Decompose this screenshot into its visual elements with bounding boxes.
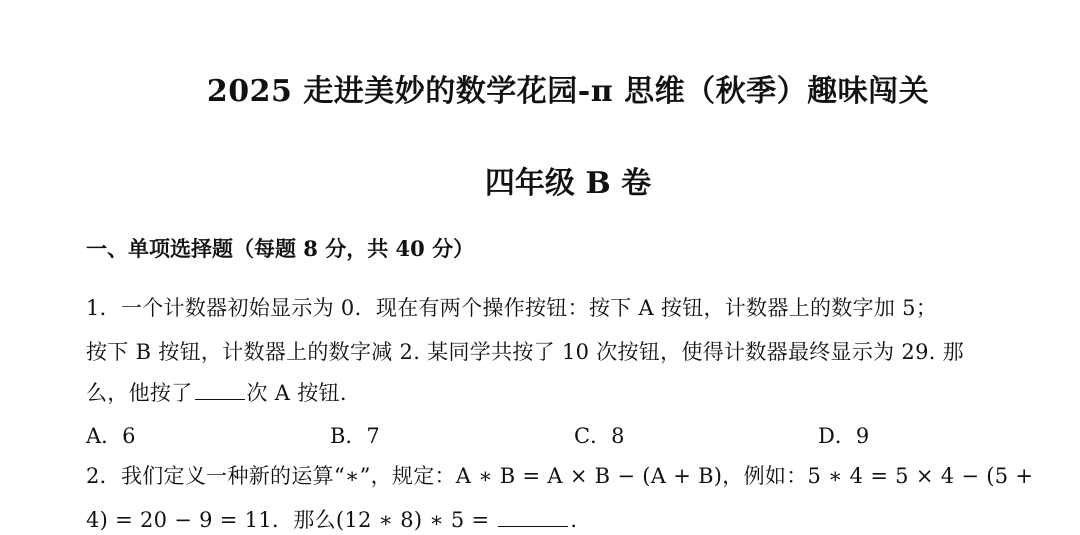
question-2-line-2 bbox=[86, 504, 577, 534]
page-title: 2025 走进美妙的数学花园-π 思维（秋季）趣味闯关 bbox=[206, 74, 930, 109]
answer-blank-2[interactable] bbox=[498, 525, 568, 527]
question-1-line-3 bbox=[86, 377, 347, 407]
question-1-line-3-before: 么，他按了 bbox=[86, 381, 193, 405]
option-b[interactable]: B．7 bbox=[330, 424, 380, 448]
question-1-line-2: 按下 B 按钮，计数器上的数字减 2. 某同学共按了 10 次按钮，使得计数器最终显示为 29. 那 bbox=[86, 340, 964, 364]
page-subtitle: 四年级 B 卷 bbox=[484, 166, 652, 201]
question-2-line-1: 2．我们定义一种新的运算“∗”，规定：A ∗ B = A × B − (A + B)，例如：5 ∗ 4 = 5 × 4 − (5 + bbox=[86, 464, 1034, 488]
question-1-options bbox=[86, 420, 1066, 450]
section-heading: 一、单项选择题（每题 8 分，共 40 分） bbox=[86, 236, 475, 261]
option-a[interactable]: A．6 bbox=[86, 424, 136, 448]
question-2-line-2-before: 4) = 20 − 9 = 11．那么(12 ∗ 8) ∗ 5 = bbox=[86, 508, 497, 532]
question-1-line-1: 1．一个计数器初始显示为 0．现在有两个操作按钮：按下 A 按钮，计数器上的数字加 5； bbox=[86, 296, 938, 320]
option-d[interactable]: D．9 bbox=[818, 424, 870, 448]
option-c[interactable]: C．8 bbox=[574, 424, 625, 448]
answer-blank-1[interactable] bbox=[195, 398, 245, 400]
question-1-line-3-after: 次 A 按钮. bbox=[246, 381, 347, 405]
question-2-line-2-after: . bbox=[570, 508, 578, 532]
